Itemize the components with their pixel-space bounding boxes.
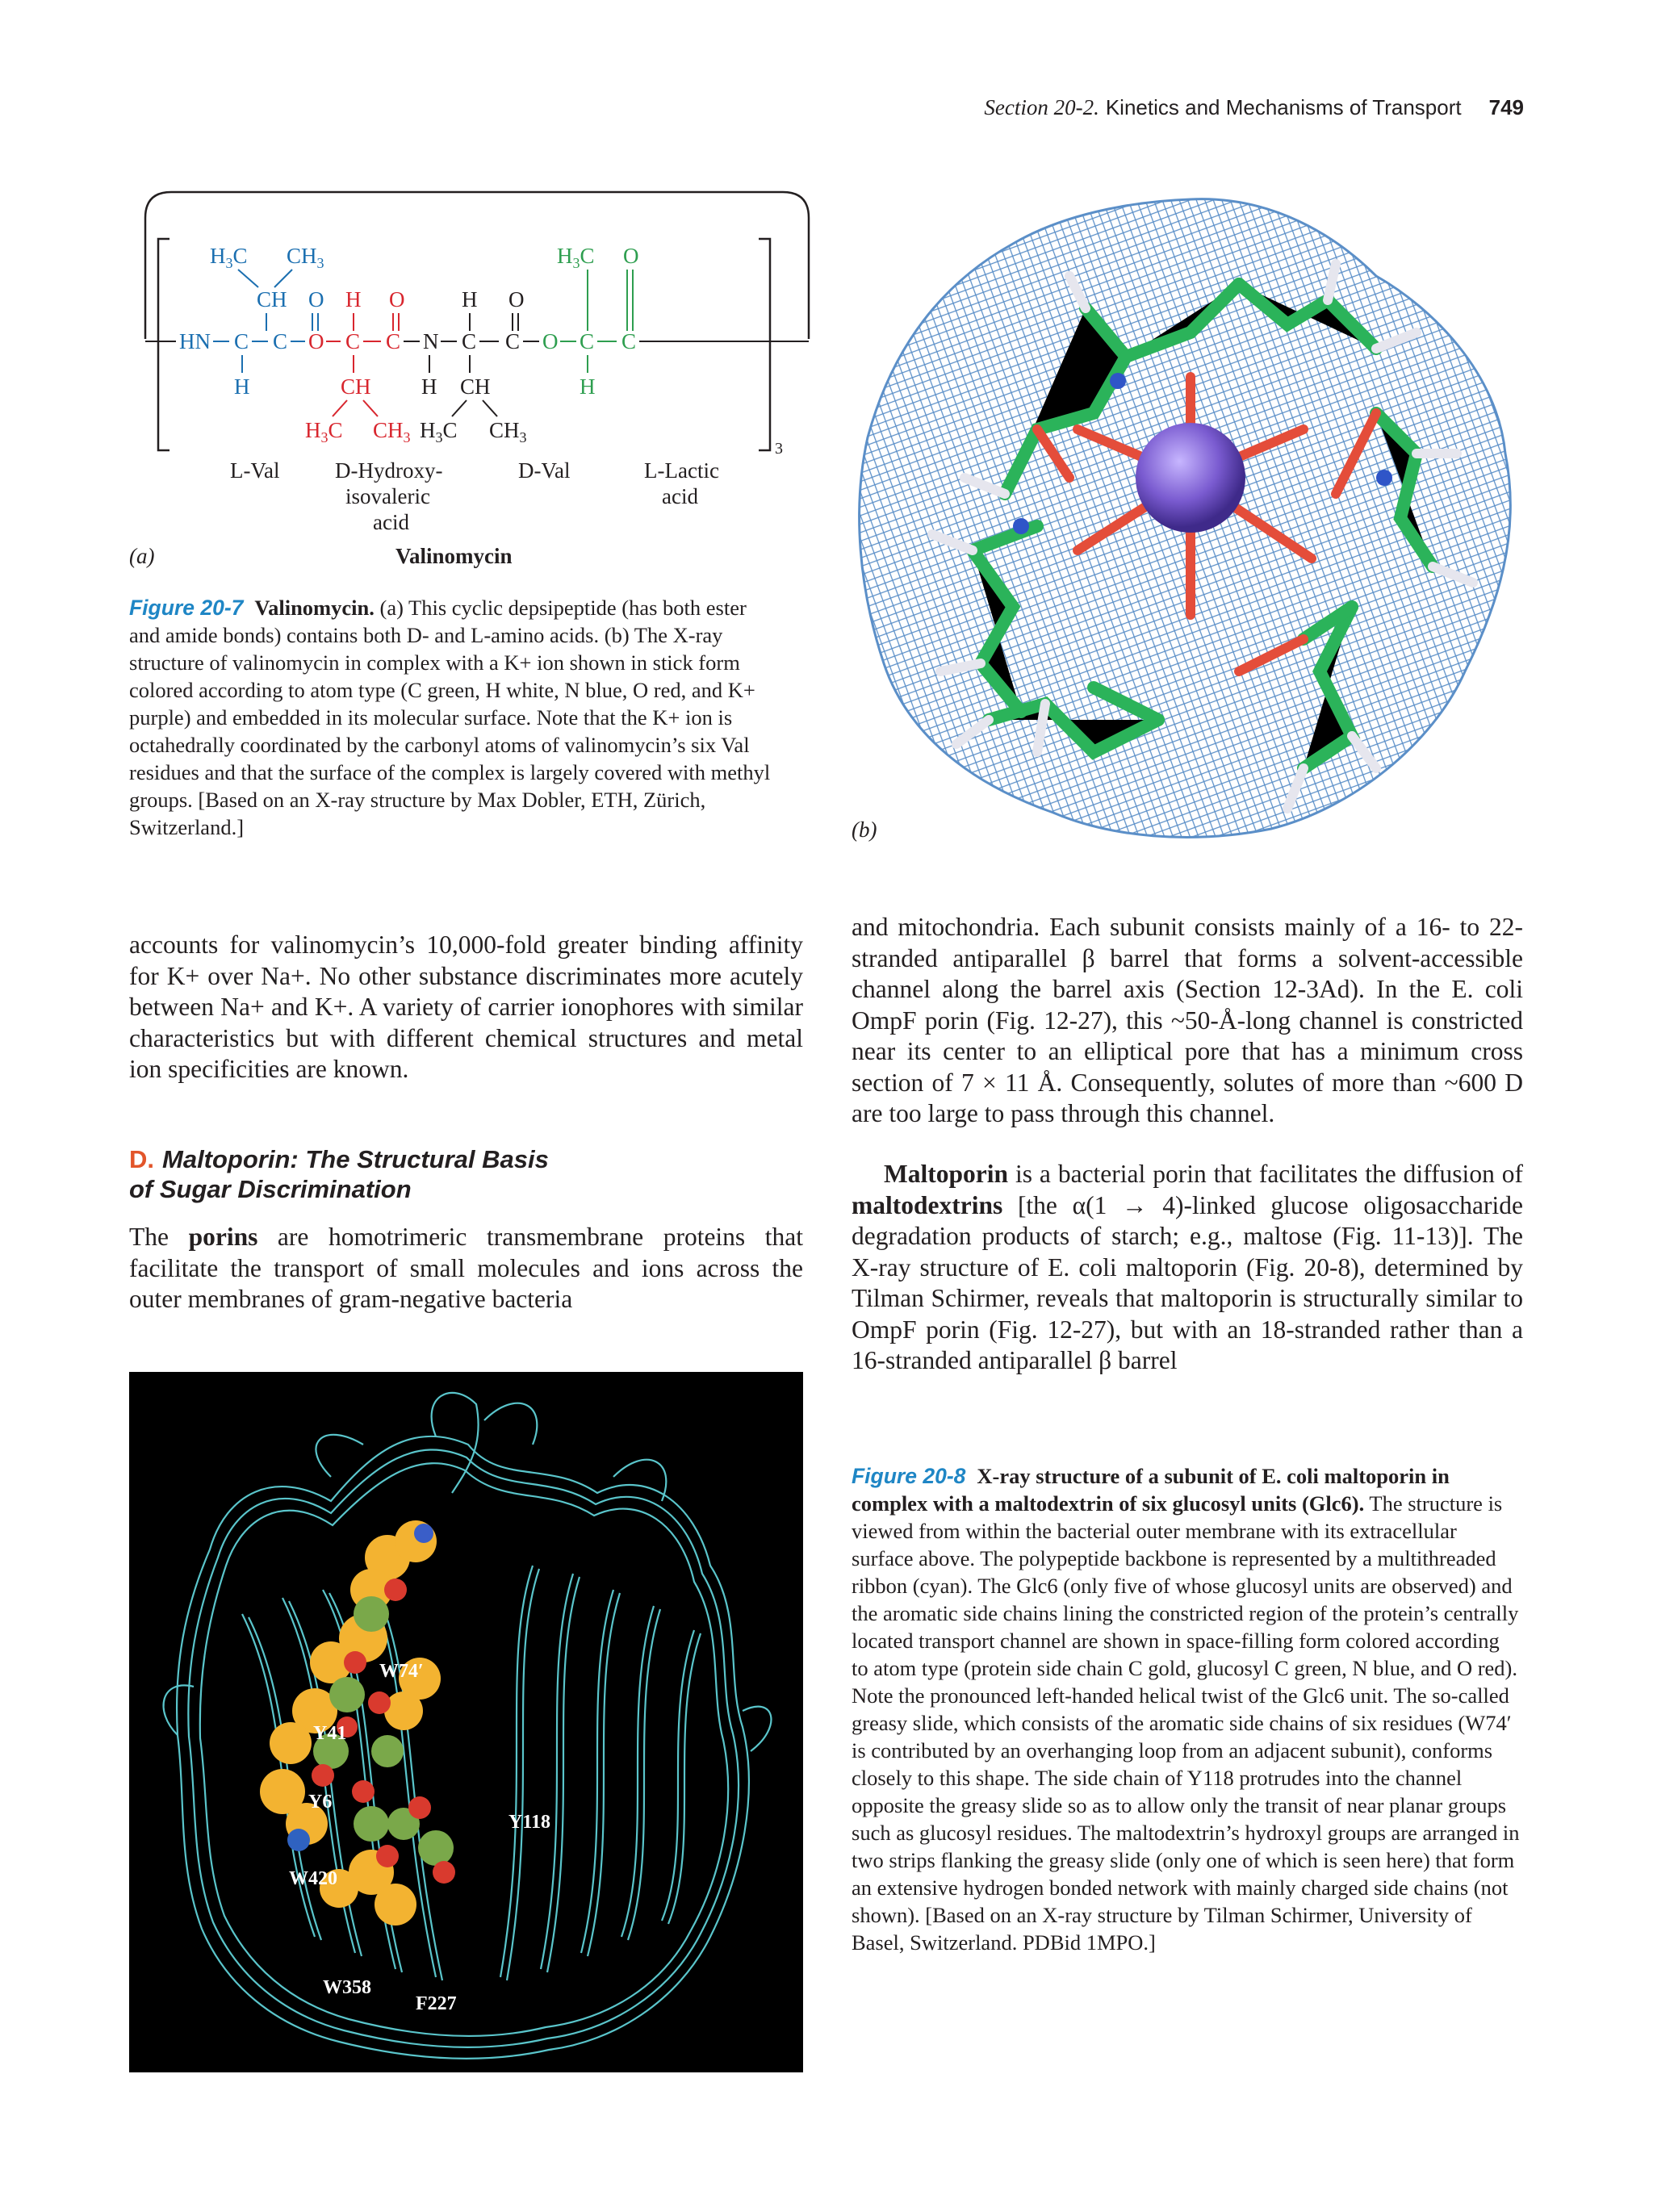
svg-text:H: H <box>421 374 437 399</box>
residue-label-w420: W420 <box>289 1868 337 1889</box>
figure-label: Figure 20-8 <box>852 1464 966 1488</box>
residue-label-dhiv-3: acid <box>373 510 409 534</box>
porins-post: are homotrimeric transmembrane proteins that facilitate the transport of small molecules and ions across the outer membranes of gram-negative bacteria <box>129 1223 804 1313</box>
svg-text:O: O <box>542 329 559 353</box>
caption-text: The structure is viewed from within the bacterial outer membrane with its extracellular surface above. The polypeptide backbone is represented by a multithreaded ribbon (cyan). The Glc6 (only five of whose glucosyl units are observed) and the aromatic side chains lining the constricted region of the protein’s centrally located transport channel are shown in space-filling form colored according to atom type (protein side chain C gold, glucosyl C green, N blue, and O red). Note the pronounced left-handed helical twist of the Glc6 unit. The so-called greasy slide, which consists of the aromatic side chains of six residues (W74′ is contributed by an overhanging loop from an adjacent subunit), conforms closely to this shape. The side chain of Y118 protrudes into the channel opposite the greasy slide so as to allow only the transit of near planar groups such as glucosyl residues. The maltodextrin’s hydroxyl groups are arranged in two strips flanking the greasy slide (only one of which is seen here) that form an extensive hydrogen bonded network with mainly charged side chains (not shown). [Based on an X-ray structure by Tilman Schirmer, University of Basel, Switzerland. PDBid 1MPO.] <box>852 1491 1520 1955</box>
residue-label-y6: Y6 <box>308 1792 333 1813</box>
residue-label-w358: W358 <box>323 1977 371 1998</box>
svg-text:C: C <box>234 329 249 353</box>
svg-text:O: O <box>508 287 525 312</box>
svg-text:O: O <box>308 329 324 353</box>
page-number: 749 <box>1488 95 1524 119</box>
right-paragraph-2 <box>852 1159 1523 1377</box>
residue-label-w74: W74′ <box>379 1661 424 1682</box>
residue-label-dhiv-2: isovaleric <box>345 484 430 508</box>
svg-text:C: C <box>621 329 637 353</box>
svg-text:H: H <box>234 374 250 399</box>
svg-text:H: H <box>345 287 362 312</box>
residue-label-f227: F227 <box>416 1993 457 2014</box>
maltoporin-xray-image <box>129 1372 803 2072</box>
left-paragraph-2 <box>129 1222 803 1315</box>
svg-text:CH3: $CH_3$ <box>287 244 324 271</box>
svg-text:H: H <box>462 287 478 312</box>
caption-title: X-ray structure of a subunit of E. coli maltoporin in complex with a maltodextrin of six glucosyl units (Glc6). <box>852 1464 1450 1516</box>
caption-text: (a) This cyclic depsipeptide (has both ester and amide bonds) contains both D- and L-amino acids. (b) The X-ray structure of valinomycin in complex with a K+ ion shown in stick form colored according to atom type (C green, H white, N blue, O red, and K+ purple) and embedded in its molecular surface. Note that the K+ ion is octahedrally coordinated by the carbonyl atoms of valinomycin’s six Val residues and that the surface of the complex is largely covered with methyl groups. [Based on an X-ray structure by Max Dobler, ETH, Zürich, Switzerland.] <box>129 596 771 839</box>
residue-label-llactic-1: L-Lactic <box>644 458 719 483</box>
residue-label-y118: Y118 <box>508 1812 551 1833</box>
maltoporin-mid: is a bacterial porin that facilitates the diffusion of <box>1015 1160 1524 1188</box>
figure-label: Figure 20-7 <box>129 596 244 620</box>
section-label: Section 20-2. <box>984 95 1099 119</box>
residue-label-dval: D-Val <box>518 458 571 483</box>
structure-title: Valinomycin <box>395 544 513 568</box>
repeat-subscript: 3 <box>775 440 783 458</box>
caption-title: Valinomycin. <box>254 596 375 620</box>
maltodextrins-term: maltodextrins <box>852 1190 1003 1219</box>
svg-text:CH3: $CH_3$ <box>373 418 411 445</box>
heading-line-1: Maltoporin: The Structural Basis <box>162 1145 549 1173</box>
svg-text:C: C <box>345 329 361 353</box>
section-heading <box>129 1144 803 1204</box>
svg-text:H3C: $H_3C$ <box>210 244 248 271</box>
svg-text:C: C <box>462 329 477 353</box>
panel-b-label: (b) <box>852 817 877 842</box>
svg-text:H3C: $H_3C$ <box>557 244 595 271</box>
left-paragraph-1: accounts for valinomycin’s 10,000-fold greater binding affinity for K+ over Na+. No other substance discriminates more acutely between Na+ and K+. A variety of carrier ionophores with similar characteristics but with different chemical structures and metal ion specificities are known. <box>129 930 803 1083</box>
heading-line-2: of Sugar Discrimination <box>129 1175 412 1203</box>
svg-text:HN: HN <box>179 329 211 353</box>
svg-text:CH: CH <box>341 374 371 399</box>
svg-text:H3C: $H_3C$ <box>305 418 343 445</box>
figure-20-7-caption <box>129 594 775 841</box>
residue-label-lval: L-Val <box>230 458 280 483</box>
svg-text:O: O <box>389 287 405 312</box>
right-paragraph-1: and mitochondria. Each subunit consists mainly of a 16- to 22-stranded antiparallel β barrel that forms a solvent-accessible channel along the barrel axis (Section 12-3Ad). In the E. coli OmpF porin (Fig. 12-27), this ~50-Å-long channel is constricted near its center to an elliptical pore that has a minimum cross section of 7 × 11 Å. Consequently, solutes of more than ~600 D are too large to pass through this channel. <box>852 913 1523 1127</box>
svg-text:N: N <box>423 329 439 353</box>
maltoporin-term: Maltoporin <box>884 1160 1008 1188</box>
svg-text:C: C <box>505 329 521 353</box>
panel-a-label: (a) <box>129 544 155 568</box>
svg-text:C: C <box>273 329 288 353</box>
svg-text:O: O <box>308 287 324 312</box>
svg-text:C: C <box>580 329 595 353</box>
residue-label-llactic-2: acid <box>662 484 698 508</box>
figure-20-8-caption <box>852 1462 1521 1956</box>
porins-pre: The <box>129 1223 169 1251</box>
potassium-ion <box>1136 423 1245 533</box>
maltoporin-post: [the α(1 → 4)-linked glucose oligosaccharide degradation products of starch; e.g., maltose (Fig. 11-13)]. The X-ray structure of E. coli maltoporin (Fig. 20-8), determined by Tilman Schirmer, reveals that maltoporin is structurally similar to OmpF porin (Fig. 12-27), but with an 18-stranded rather than a 16-stranded antiparallel β barrel <box>852 1190 1524 1374</box>
valinomycin-structure <box>129 186 815 581</box>
section-title: Kinetics and Mechanisms of Transport <box>1105 95 1462 119</box>
residue-label-dhiv-1: D-Hydroxy- <box>335 458 443 483</box>
heading-letter: D. <box>129 1145 154 1173</box>
svg-text:CH: CH <box>460 374 491 399</box>
svg-text:CH: CH <box>257 287 287 312</box>
valinomycin-xray-image <box>852 187 1530 849</box>
svg-text:H: H <box>580 374 596 399</box>
porins-term: porins <box>188 1223 258 1251</box>
svg-text:O: O <box>623 244 639 268</box>
running-header <box>984 95 1524 120</box>
svg-text:H3C: $H_3C$ <box>420 418 458 445</box>
svg-text:CH3: $CH_3$ <box>489 418 527 445</box>
svg-text:C: C <box>386 329 401 353</box>
residue-label-y41: Y41 <box>313 1723 347 1744</box>
